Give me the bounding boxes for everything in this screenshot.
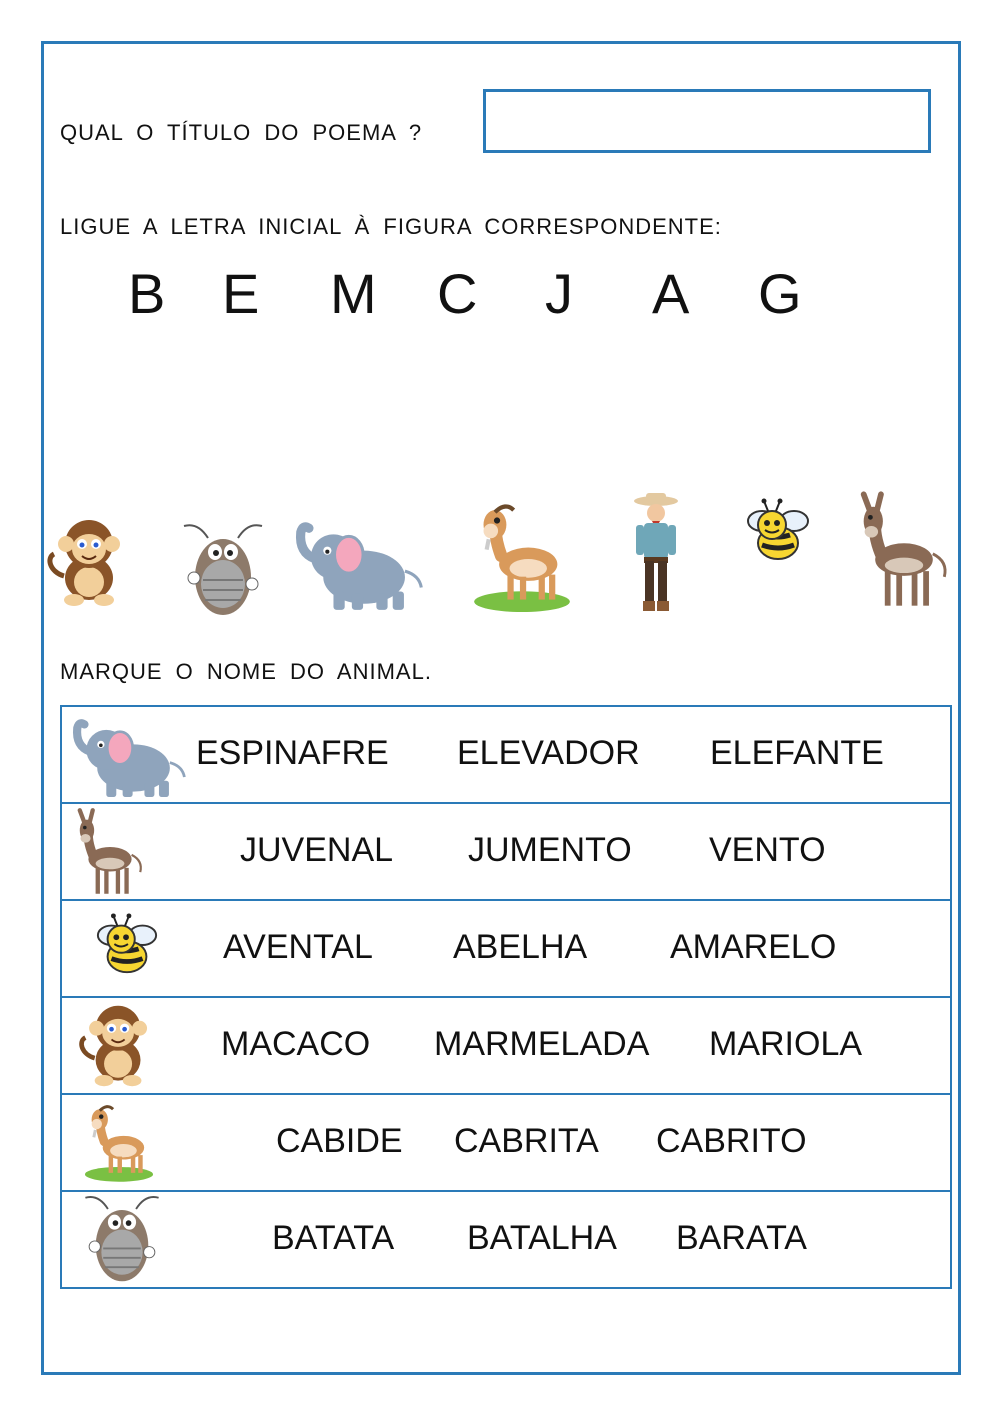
monkey-icon (76, 1000, 162, 1092)
cockroach-icon (78, 1194, 166, 1286)
bee-icon (94, 913, 160, 977)
cockroach-icon[interactable] (178, 522, 268, 620)
option-marmelada[interactable]: MARMELADA (434, 1025, 650, 1063)
letter-e[interactable]: E (222, 262, 260, 325)
table-row (60, 998, 952, 1095)
option-avental[interactable]: AVENTAL (223, 928, 373, 966)
letter-g[interactable]: G (758, 262, 802, 325)
option-espinafre[interactable]: ESPINAFRE (196, 734, 389, 772)
option-mariola[interactable]: MARIOLA (709, 1025, 863, 1063)
letter-b[interactable]: B (128, 262, 166, 325)
letter-a[interactable]: A (652, 262, 690, 325)
option-vento[interactable]: VENTO (709, 831, 826, 869)
option-cabrita[interactable]: CABRITA (454, 1122, 599, 1160)
gaucho-man-icon[interactable] (626, 492, 686, 614)
letter-m[interactable]: M (330, 262, 377, 325)
option-amarelo[interactable]: AMARELO (670, 928, 837, 966)
option-barata[interactable]: BARATA (676, 1219, 807, 1257)
question-animal-name: MARQUE O NOME DO ANIMAL. (60, 659, 432, 684)
option-elevador[interactable]: ELEVADOR (457, 734, 640, 772)
letters-row (0, 262, 1000, 332)
letter-c[interactable]: C (437, 262, 478, 325)
goat-icon (82, 1103, 156, 1185)
table-row (60, 1192, 952, 1289)
option-jumento[interactable]: JUMENTO (468, 831, 632, 869)
option-batalha[interactable]: BATALHA (467, 1219, 617, 1257)
figures-row (0, 470, 1000, 630)
table-row (60, 1095, 952, 1192)
table-row (60, 901, 952, 998)
option-elefante[interactable]: ELEFANTE (710, 734, 884, 772)
monkey-icon[interactable] (44, 514, 136, 612)
question-initial-letter: LIGUE A LETRA INICIAL À FIGURA CORRESPONDENTE: (60, 214, 722, 239)
bee-icon[interactable] (744, 498, 812, 564)
option-juvenal[interactable]: JUVENAL (240, 831, 394, 869)
question-poem-title: QUAL O TÍTULO DO POEMA ? (60, 120, 423, 145)
option-cabrito[interactable]: CABRITO (656, 1122, 807, 1160)
option-batata[interactable]: BATATA (272, 1219, 395, 1257)
answer-field[interactable] (483, 89, 931, 153)
option-abelha[interactable]: ABELHA (453, 928, 588, 966)
elephant-icon[interactable] (292, 518, 426, 614)
option-macaco[interactable]: MACACO (221, 1025, 371, 1063)
table-row (60, 705, 952, 804)
elephant-icon (70, 713, 188, 803)
letter-j[interactable]: J (545, 262, 573, 325)
option-cabide[interactable]: CABIDE (276, 1122, 403, 1160)
answer-table (60, 705, 952, 1289)
donkey-icon[interactable] (856, 484, 952, 616)
goat-icon[interactable] (470, 500, 574, 618)
table-row (60, 804, 952, 901)
donkey-icon (74, 806, 146, 898)
